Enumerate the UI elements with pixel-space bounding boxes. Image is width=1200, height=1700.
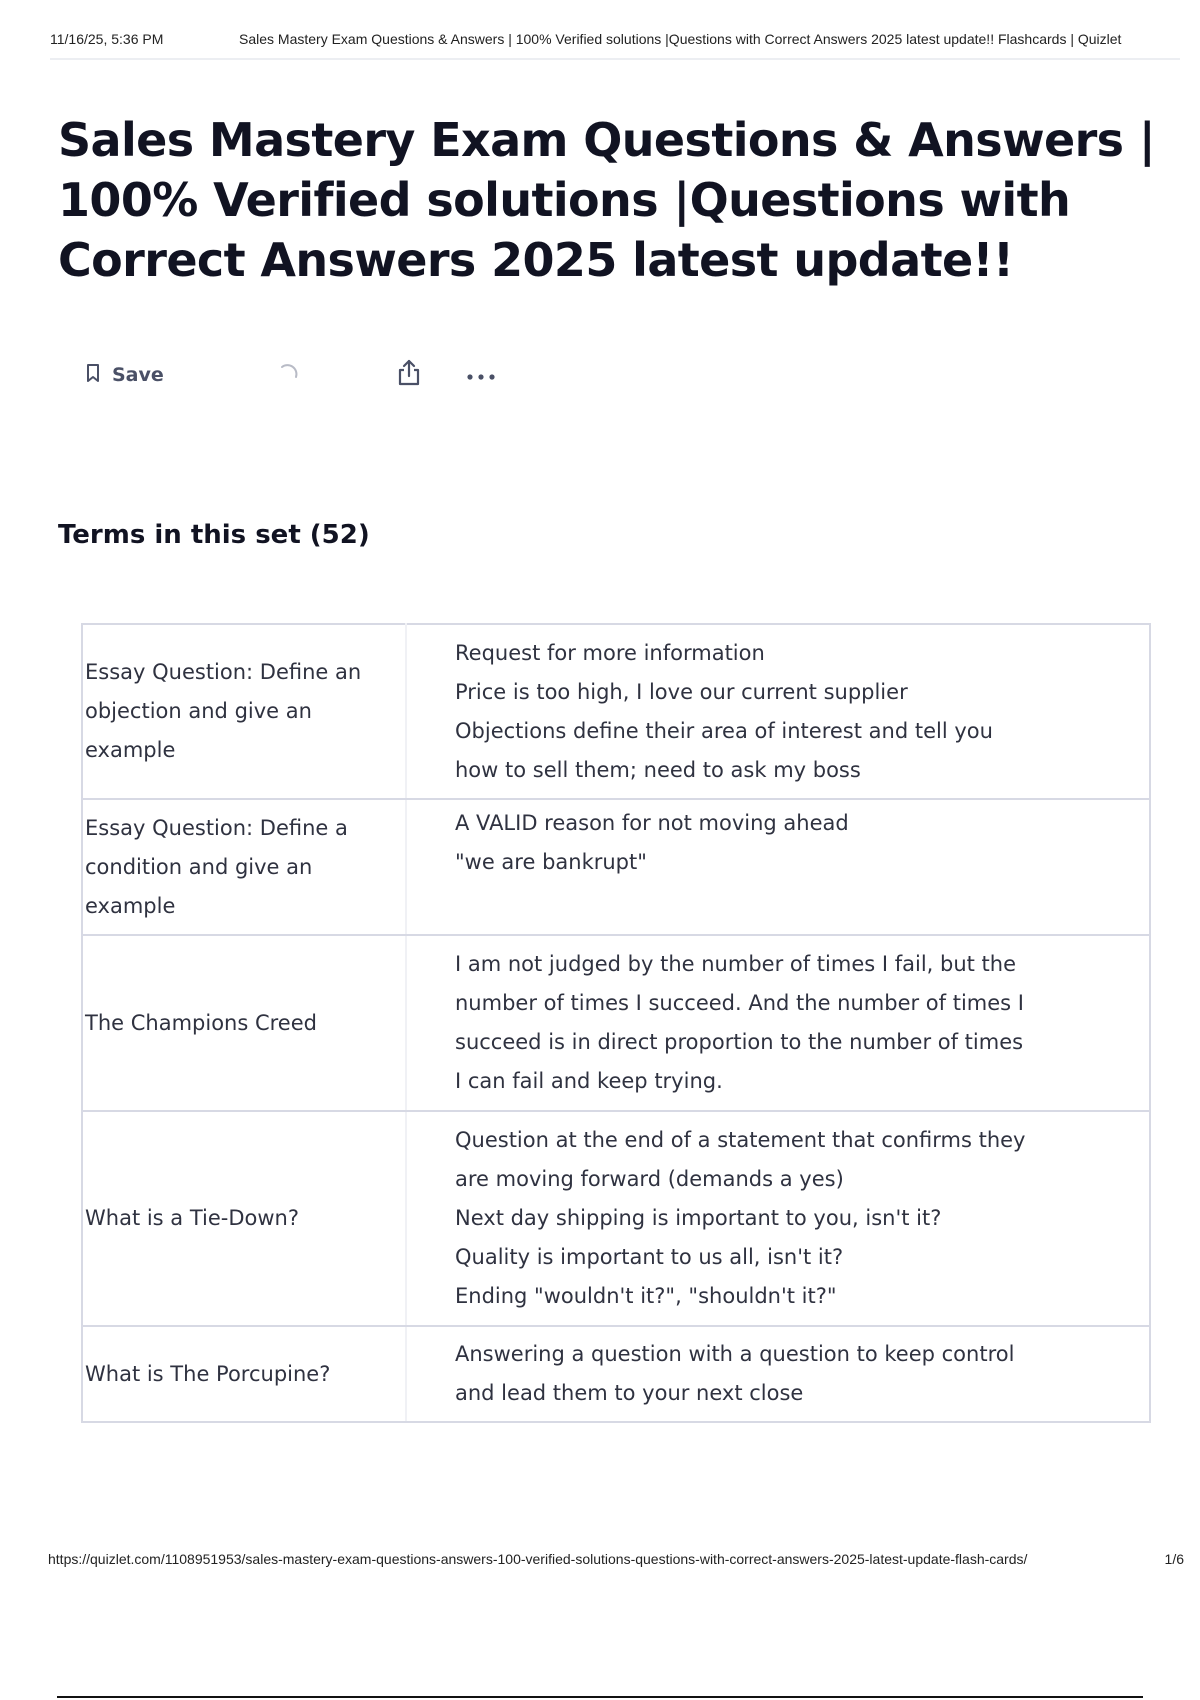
- definition-cell: [406, 935, 1150, 1111]
- definition-line: Price is too high, I love our current supplier: [455, 679, 908, 704]
- more-options-icon: [466, 366, 496, 385]
- set-toolbar: [86, 355, 526, 395]
- loading-spinner-icon: [276, 355, 300, 395]
- definition-line: Objections define their area of interest and tell you: [455, 718, 993, 743]
- term-row: [82, 935, 1150, 1111]
- definition-line: are moving forward (demands a yes): [455, 1167, 844, 1191]
- definition-line: and lead them to your next close: [455, 1381, 804, 1405]
- definition-line: A VALID reason for not moving ahead: [455, 811, 849, 835]
- definition-cell: [406, 1111, 1150, 1326]
- term-cell: What is The Porcupine?: [82, 1326, 406, 1422]
- print-header: [50, 28, 1180, 60]
- term-cell: The Champions Creed: [82, 935, 406, 1111]
- share-icon: [396, 359, 422, 391]
- page-divider: [57, 1696, 1143, 1698]
- terms-heading: Terms in this set (52): [58, 520, 370, 550]
- page-title: Sales Mastery Exam Questions & Answers | 100% Verified solutions |Questions with Correct Answers 2025 latest update!!: [58, 113, 1156, 287]
- term-row: [82, 1326, 1150, 1422]
- definition-line: how to sell them; need to ask my boss: [455, 757, 861, 782]
- share-button[interactable]: [396, 355, 422, 395]
- definition-line: Question at the end of a statement that confirms they: [455, 1128, 1026, 1152]
- term-row: [82, 624, 1150, 799]
- definition-line: Quality is important to us all, isn't it?: [455, 1245, 844, 1269]
- term-row: [82, 1111, 1150, 1326]
- definition-line: Next day shipping is important to you, isn't it?: [455, 1206, 942, 1230]
- definition-line: number of times I succeed. And the number of times I: [455, 991, 1024, 1015]
- page-number: 1/6: [1164, 1551, 1184, 1567]
- definition-line: Answering a question with a question to keep control: [455, 1342, 1015, 1366]
- term-cell: Essay Question: Define an objection and give an example: [82, 624, 406, 799]
- term-cell: What is a Tie-Down?: [82, 1111, 406, 1326]
- save-label: Save: [112, 364, 164, 386]
- definition-line: "we are bankrupt": [455, 850, 647, 874]
- definition-line: succeed is in direct proportion to the number of times: [455, 1030, 1024, 1054]
- print-date: 11/16/25, 5:36 PM: [50, 31, 164, 47]
- term-row: [82, 799, 1150, 935]
- definition-line: Request for more information: [455, 640, 765, 665]
- terms-table: [81, 623, 1151, 1423]
- definition-cell: [406, 1326, 1150, 1422]
- save-button[interactable]: [86, 355, 164, 395]
- term-cell: Essay Question: Define a condition and give an example: [82, 799, 406, 935]
- definition-line: Ending "wouldn't it?", "shouldn't it?": [455, 1284, 837, 1308]
- definition-cell: [406, 624, 1150, 799]
- definition-line: I can fail and keep trying.: [455, 1069, 723, 1093]
- definition-line: I am not judged by the number of times I fail, but the: [455, 952, 1017, 976]
- bookmark-icon: [86, 363, 100, 387]
- print-doc-title: Sales Mastery Exam Questions & Answers | 100% Verified solutions |Questions with Correct Answers 2025 latest update!! Flashcards | Quizlet: [239, 31, 1122, 47]
- more-options-button[interactable]: [466, 355, 496, 395]
- print-url: https://quizlet.com/1108951953/sales-mastery-exam-questions-answers-100-verified-solutions-questions-with-correct-answers-2025-latest-update-flash-cards/: [48, 1551, 1028, 1567]
- definition-cell: [406, 799, 1150, 935]
